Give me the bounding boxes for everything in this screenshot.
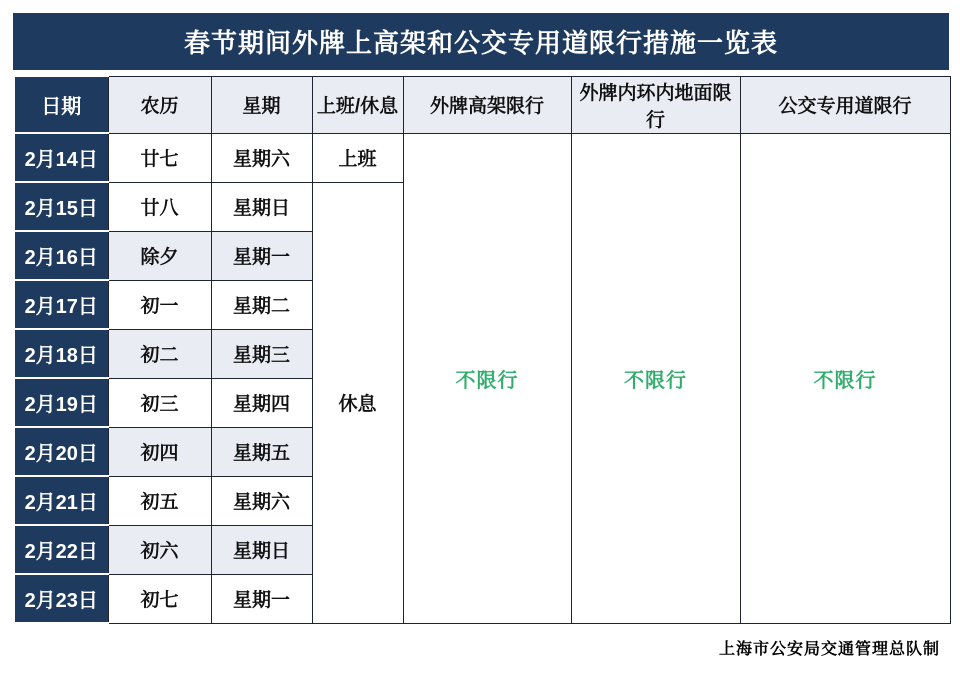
lunar-cell: 初六 — [108, 525, 211, 574]
table-row — [14, 133, 950, 182]
weekday-cell: 星期四 — [211, 378, 312, 427]
date-cell: 2月22日 — [14, 525, 108, 574]
restriction-table — [13, 75, 951, 624]
date-cell: 2月17日 — [14, 280, 108, 329]
lunar-cell: 初三 — [108, 378, 211, 427]
col-header-date: 日期 — [14, 76, 108, 133]
weekday-cell: 星期六 — [211, 476, 312, 525]
col-header-work-rest: 上班/休息 — [312, 76, 403, 133]
lunar-cell: 初四 — [108, 427, 211, 476]
date-cell: 2月19日 — [14, 378, 108, 427]
col-header-bus-lane-restriction: 公交专用道限行 — [740, 76, 950, 133]
weekday-cell: 星期三 — [211, 329, 312, 378]
table-body — [14, 133, 950, 623]
page-title: 春节期间外牌上高架和公交专用道限行措施一览表 — [13, 13, 949, 70]
date-cell: 2月21日 — [14, 476, 108, 525]
lunar-cell: 廿七 — [108, 133, 211, 182]
lunar-cell: 廿八 — [108, 182, 211, 231]
header-row — [14, 76, 950, 133]
weekday-cell: 星期日 — [211, 182, 312, 231]
date-cell: 2月16日 — [14, 231, 108, 280]
weekday-cell: 星期一 — [211, 574, 312, 623]
lunar-cell: 初五 — [108, 476, 211, 525]
footer-credit: 上海市公安局交通管理总队制 — [718, 641, 940, 658]
col-header-lunar: 农历 — [108, 76, 211, 133]
col-header-inner-ground-restriction: 外牌内环内地面限行 — [571, 76, 740, 133]
weekday-cell: 星期二 — [211, 280, 312, 329]
lunar-cell: 除夕 — [108, 231, 211, 280]
col-header-weekday: 星期 — [211, 76, 312, 133]
restriction-elevated-cell: 不限行 — [403, 133, 571, 623]
date-cell: 2月14日 — [14, 133, 108, 182]
date-cell: 2月18日 — [14, 329, 108, 378]
weekday-cell: 星期五 — [211, 427, 312, 476]
restriction-bus-lane-cell: 不限行 — [740, 133, 950, 623]
weekday-cell: 星期日 — [211, 525, 312, 574]
lunar-cell: 初二 — [108, 329, 211, 378]
weekday-cell: 星期一 — [211, 231, 312, 280]
date-cell: 2月15日 — [14, 182, 108, 231]
weekday-cell: 星期六 — [211, 133, 312, 182]
restriction-inner-ground-cell: 不限行 — [571, 133, 740, 623]
work-cell: 上班 — [312, 133, 403, 182]
rest-cell: 休息 — [312, 182, 403, 623]
lunar-cell: 初一 — [108, 280, 211, 329]
date-cell: 2月20日 — [14, 427, 108, 476]
date-cell: 2月23日 — [14, 574, 108, 623]
col-header-elevated-restriction: 外牌高架限行 — [403, 76, 571, 133]
lunar-cell: 初七 — [108, 574, 211, 623]
